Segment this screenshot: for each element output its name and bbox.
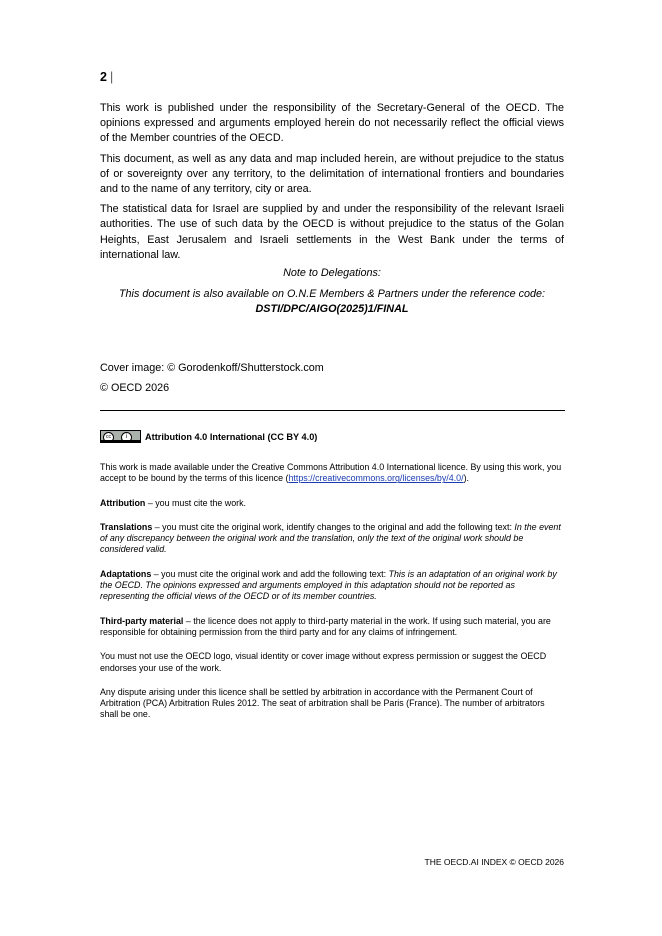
page-number-separator: |: [109, 70, 114, 84]
licence-terms: [100, 462, 564, 734]
licence-link[interactable]: https://creativecommons.org/licenses/by/4.0/: [288, 473, 464, 484]
disclaimer-paragraph-1: This work is published under the responsibility of the Secretary-General of the OECD. The opinions expressed and arguments employed herein do not necessarily reflect the official views of the Member countries of the OECD.: [100, 102, 564, 145]
licence-header: [100, 430, 317, 443]
page-number: [100, 70, 113, 84]
note-text: This document is also available on O.N.E Members & Partners under the reference code:: [118, 288, 546, 300]
disclaimer-paragraph-2: This document, as well as any data and map included herein, are without prejudice to the status of or sovereignty over any territory, to the delimitation of international frontiers and boundaries and to the name of any territory, city or area.: [100, 152, 564, 196]
disclaimer-paragraph-3: The statistical data for Israel are supplied by and under the responsibility of the relevant Israeli authorities. The use of such data by the OECD is without prejudice to the status of the Golan Heights, East Jerusalem and Israeli settlements in the West Bank under the terms of international law.: [100, 203, 564, 261]
licence-title: Attribution 4.0 International (CC BY 4.0): [145, 431, 318, 442]
attribution-clause: Attribution – you must cite the work.: [100, 497, 246, 508]
reference-code: DSTI/DPC/AIGO(2025)1/FINAL: [255, 303, 409, 315]
copyright-line: © OECD 2026: [100, 382, 170, 394]
disclaimer-section: [100, 101, 564, 268]
cc-by-badge-icon: cc i: [100, 430, 141, 443]
note-title: Note to Delegations:: [283, 267, 381, 279]
cover-image-credit: Cover image: © Gorodenkoff/Shutterstock.com: [100, 362, 324, 374]
logo-clause: You must not use the OECD logo, visual identity or cover image without express permission or suggest the OECD endorses your use of the work.: [100, 651, 547, 673]
page-footer: THE OECD.AI INDEX © OECD 2026: [424, 857, 564, 867]
page-number-value: 2: [100, 70, 107, 84]
note-to-delegations: [100, 266, 564, 317]
adaptations-clause: Adaptations – you must cite the original work and add the following text: This is an adaptation of an original work by the OECD. The opinions expressed and arguments employed in this adaptation should not be reported as representing the official views of the OECD or of its member countries.: [100, 568, 557, 602]
section-divider: [100, 410, 565, 411]
licence-intro: This work is made available under the Creative Commons Attribution 4.0 International licence. By using this work, you accept to be bound by the terms of this licence (https://creativecommons.org/licenses/by/4.0/).: [100, 462, 562, 484]
translations-clause: Translations – you must cite the original work, identify changes to the original and add the following text: In the event of any discrepancy between the original work and the translation, only the text of the original work should be considered valid.: [100, 521, 561, 555]
third-party-clause: Third-party material – the licence does not apply to third-party material in the work. If using such material, you are responsible for obtaining permission from the third party and for any claims of infringement.: [100, 615, 551, 637]
dispute-clause: Any dispute arising under this licence shall be settled by arbitration in accordance with the Permanent Court of Arbitration (PCA) Arbitration Rules 2012. The seat of arbitration shall be Paris (France). The number of arbitrators shall be one.: [100, 686, 545, 720]
cover-credits: [100, 361, 564, 396]
